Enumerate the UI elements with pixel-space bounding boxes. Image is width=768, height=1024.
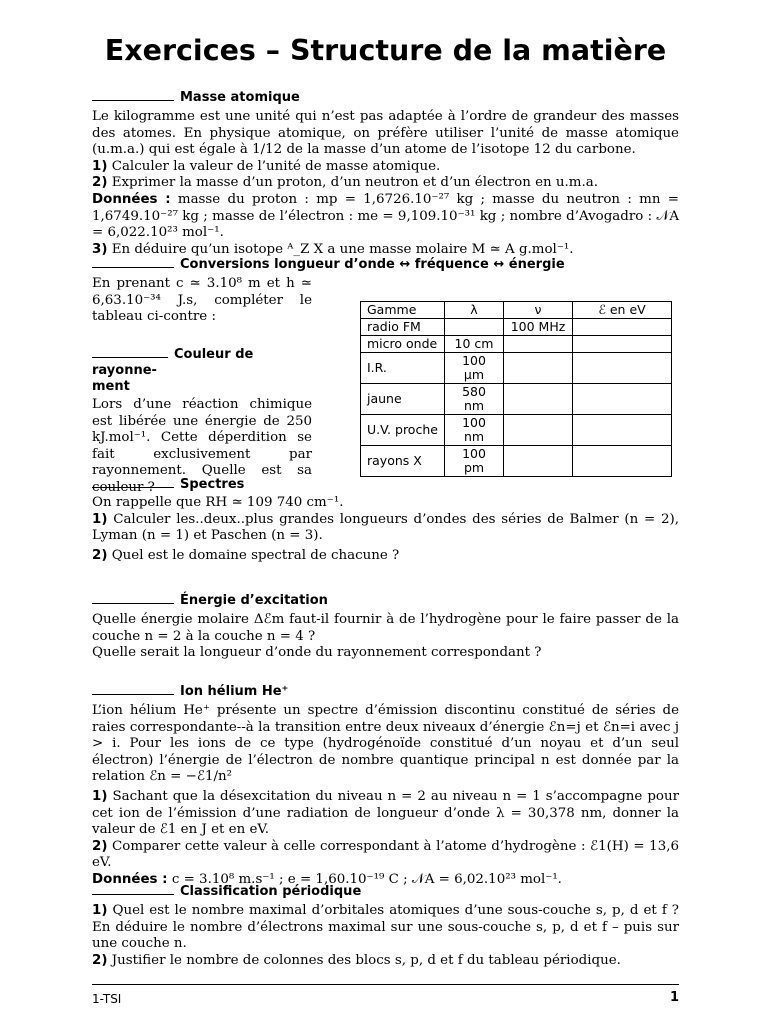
question-1	[92, 903, 679, 953]
section-heading	[92, 257, 679, 273]
table-header-row	[361, 302, 672, 319]
section-heading	[92, 347, 312, 395]
table-cell: 580 nm	[445, 384, 504, 415]
section-heading	[92, 684, 679, 700]
table-row	[361, 353, 672, 384]
section-heading	[92, 90, 679, 106]
section-heading	[92, 593, 679, 609]
heading-rule	[92, 694, 174, 695]
table-cell: micro onde	[361, 336, 445, 353]
question-2	[92, 953, 679, 970]
table-cell	[504, 353, 573, 384]
heading-text: Spectres	[180, 477, 245, 492]
heading-rule	[92, 894, 174, 895]
question-text: Quel est le domaine spectral de chacune ?	[111, 547, 400, 563]
question-2	[92, 839, 679, 872]
question-text: Sachant que la désexcitation du niveau n = 2 au niveau n = 1 s’accompagne pour cet ion de l’émission d’une radiation de longueur d’onde λ = 30,378 nm, donner la valeur de ℰ1 en J et en eV.	[92, 788, 679, 838]
table-header: λ	[445, 302, 504, 319]
paragraph: On rappelle que RH ≃ 109 740 cm⁻¹.	[92, 495, 344, 510]
question-number: 2)	[92, 175, 108, 191]
donnees-text: masse du proton : mp = 1,6726.10⁻²⁷ kg ; masse du neutron : mn = 1,6749.10⁻²⁷ kg ; masse de l’électron : me = 9,109.10⁻³¹ kg ; nombre d’Avogadro : 𝒩A = 6,022.10²³ mol⁻¹.	[92, 191, 679, 241]
question-number: 3)	[92, 241, 108, 257]
paragraph: En prenant c ≃ 3.10⁸ m et h ≃ 6,63.10⁻³⁴ J.s, compléter le tableau ci-contre :	[92, 276, 312, 325]
donnees-label: Données :	[92, 871, 168, 887]
question-number: 1)	[92, 788, 108, 804]
table-cell	[445, 319, 504, 336]
section-heading	[92, 884, 679, 900]
heading-rule	[92, 100, 174, 101]
page-footer	[92, 984, 679, 1006]
question-text: Comparer cette valeur à celle correspondant à l’atome d’hydrogène : ℰ1(H) = 13,6 eV.	[92, 838, 679, 871]
table-header: ℰ en eV	[573, 302, 672, 319]
heading-text: ment	[92, 379, 130, 394]
conversion-table	[360, 301, 672, 477]
question-3	[92, 242, 679, 259]
page-number: 1	[669, 990, 679, 1005]
table-cell	[504, 446, 573, 477]
question-1	[92, 512, 679, 545]
heading-rule	[92, 603, 174, 604]
table-row	[361, 336, 672, 353]
heading-rule	[92, 487, 174, 488]
heading-text: Énergie d’excitation	[180, 593, 328, 608]
question-text: En déduire qu’un isotope ᴬ_Z X a une masse molaire M ≃ A g.mol⁻¹.	[111, 241, 574, 257]
table-cell: 10 cm	[445, 336, 504, 353]
table-cell: U.V. proche	[361, 415, 445, 446]
table-cell: I.R.	[361, 353, 445, 384]
table-row	[361, 319, 672, 336]
heading-text: Couleur de rayonne-	[92, 347, 254, 378]
question-number: 2)	[92, 952, 108, 968]
table-cell: 100 μm	[445, 353, 504, 384]
table-cell	[573, 319, 672, 336]
question-number: 1)	[92, 903, 108, 918]
page-title: Exercices – Structure de la matière	[104, 34, 667, 67]
question-1	[92, 789, 679, 839]
question-2	[92, 548, 679, 565]
question-text: Calculer les..deux..plus grandes longueurs d’ondes des séries de Balmer (n = 2), Lyman (n = 1) et Paschen (n = 3).	[92, 511, 679, 544]
table-cell	[573, 415, 672, 446]
heading-text: Classification périodique	[180, 884, 362, 899]
table-cell	[573, 446, 672, 477]
table-cell	[504, 415, 573, 446]
table-cell: jaune	[361, 384, 445, 415]
section-excitation	[92, 593, 679, 662]
paragraph: Le kilogramme est une unité qui n’est pas adaptée à l’ordre de grandeur des masses des atomes. En physique atomique, on préfère utiliser l’unité de masse atomique (u.m.a.) qui est égale à 1/12 de la masse d’un atome de l’isotope 12 du carbone.	[92, 109, 679, 158]
donnees-text: c = 3.10⁸ m.s⁻¹ ; e = 1,60.10⁻¹⁹ C ; 𝒩A = 6,02.10²³ mol⁻¹.	[171, 871, 562, 887]
question-1	[92, 159, 679, 176]
section-heading	[92, 477, 679, 493]
table-cell: 100 MHz	[504, 319, 573, 336]
document-page	[92, 0, 679, 1024]
question-number: 2)	[92, 838, 108, 854]
paragraph: Quelle serait la longueur d’onde du rayonnement correspondant ?	[92, 645, 542, 661]
table-cell	[504, 336, 573, 353]
footer-class-label: 1-TSI	[92, 992, 122, 1006]
heading-text: Conversions longueur d’onde ↔ fréquence ↔ énergie	[180, 257, 565, 272]
question-text: Justifier le nombre de colonnes des blocs s, p, d et f du tableau périodique.	[111, 952, 621, 968]
section-ion-helium	[92, 684, 679, 889]
table-cell: radio FM	[361, 319, 445, 336]
question-number: 2)	[92, 547, 108, 563]
donnees	[92, 192, 679, 242]
section-classification	[92, 884, 679, 969]
paragraph: Quelle énergie molaire Δℰm faut-il fournir à de l’hydrogène pour le faire passer de la couche n = 2 à la couche n = 4 ?	[92, 612, 679, 644]
question-text: Exprimer la masse d’un proton, d’un neutron et d’un électron en u.m.a.	[111, 175, 599, 191]
table-cell	[573, 336, 672, 353]
section-spectres	[92, 477, 679, 564]
heading-text: Ion hélium He⁺	[180, 684, 289, 699]
heading-text: Masse atomique	[180, 90, 300, 105]
table-cell: 100 pm	[445, 446, 504, 477]
table-cell	[573, 384, 672, 415]
paragraph: L’ion hélium He⁺ présente un spectre d’émission discontinu constitué de séries de raies correspondante--à la transition entre deux niveaux d’énergie ℰn=j et ℰn=i avec j > i. Pour les ions de ce type (hydrogénoïde constitué d’un noyau et d’un seul électron) l’énergie de l’électron de nombre quantique principal n est donnée par la relation ℰn = −ℰ1/n²	[92, 703, 679, 785]
table-header: Gamme	[361, 302, 445, 319]
table-row	[361, 446, 672, 477]
question-text: Quel est le nombre maximal d’orbitales atomiques d’une sous-couche s, p, d et f ? En déduire le nombre d’électrons maximal sur une sous-couche s, p, d et f – puis sur une couche n.	[92, 903, 679, 952]
donnees-label: Données :	[92, 191, 171, 207]
question-2	[92, 175, 679, 192]
question-text: Calculer la valeur de l’unité de masse atomique.	[111, 158, 441, 174]
section-couleur	[92, 347, 312, 497]
heading-rule	[92, 267, 174, 268]
table-cell	[573, 353, 672, 384]
section-masse-atomique	[92, 90, 679, 258]
table-cell: 100 nm	[445, 415, 504, 446]
heading-rule	[92, 357, 168, 358]
table-row	[361, 415, 672, 446]
table-row	[361, 384, 672, 415]
question-number: 1)	[92, 511, 108, 527]
table-header: ν	[504, 302, 573, 319]
table-cell	[504, 384, 573, 415]
question-number: 1)	[92, 158, 108, 174]
paragraph: Lors d’une réaction chimique est libérée une énergie de 250 kJ.mol⁻¹. Cette déperdition se fait exclusivement par rayonnement. Quelle est sa couleur ?	[92, 397, 312, 495]
table-cell: rayons X	[361, 446, 445, 477]
